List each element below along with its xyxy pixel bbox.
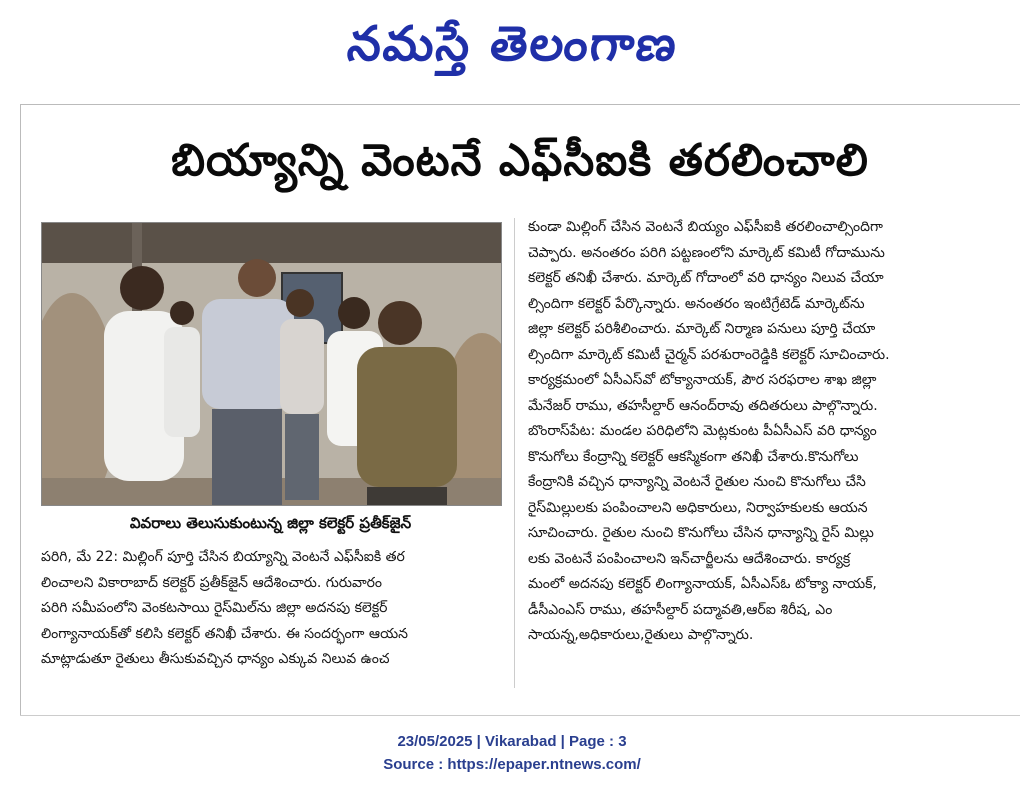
column-divider bbox=[514, 218, 515, 688]
frame-bottom-rule bbox=[20, 715, 1020, 716]
footer bbox=[0, 730, 1024, 776]
footer-date-edition: 23/05/2025 | Vikarabad | Page : 3 bbox=[397, 733, 627, 750]
body-line: కేంద్రానికి వచ్చిన ధాన్యాన్ని వెంటనే రైతుల నుంచి కొనుగోలు చేసి bbox=[528, 474, 866, 490]
article-body-right-column bbox=[528, 215, 990, 649]
body-line: చెప్పారు. అనంతరం పరిగి పట్టణంలోని మార్కెట్ కమిటీ గోదామును bbox=[528, 244, 885, 261]
body-line: మాట్లాడుతూ రైతులు తీసుకువచ్చిన ధాన్యం ఎక్కువ నిలువ ఉంచ bbox=[41, 651, 390, 667]
frame-top-rule bbox=[20, 104, 1020, 105]
article-photo bbox=[41, 222, 502, 506]
body-line: డీసీఎంఎస్ రాము, తహసీల్దార్ పద్మావతి,ఆర్ఐ శిరీష, ఎం bbox=[528, 601, 833, 618]
body-line: రైస్‌మిల్లులకు పంపించాలని అధికారులు, నిర్వాహకులకు ఆయన bbox=[528, 499, 868, 516]
body-line: ల్సిందిగా కలెక్టర్ పేర్కొన్నారు. అనంతరం ఇంటిగ్రేటెడ్ మార్కెట్‌ను bbox=[528, 295, 865, 312]
article-body-left-column bbox=[41, 545, 503, 673]
body-line: సూచించారు. రైతుల నుంచి కొనుగోలు చేసిన ధాన్యాన్ని రైస్ మిల్లు bbox=[528, 525, 874, 541]
body-line: కుండా మిల్లింగ్ చేసిన వెంటనే బియ్యం ఎఫ్‌సీఐకి తరలించాల్సిందిగా bbox=[528, 219, 883, 235]
photo-caption: వివరాలు తెలుసుకుంటున్న జిల్లా కలెక్టర్ ప్రతీక్‌జైన్ bbox=[129, 514, 412, 532]
masthead bbox=[0, 0, 1024, 100]
footer-source: Source : https://epaper.ntnews.com/ bbox=[383, 756, 641, 773]
newspaper-title: నమస్తే తెలంగాణ bbox=[344, 16, 681, 72]
body-line: కార్యక్రమంలో ఏసీఎస్‌వో టోక్యానాయక్, పౌర సరఫరాల శాఖ జిల్లా bbox=[528, 372, 877, 388]
body-line: పరిగి సమీపంలోని వెంకటసాయి రైస్‌మిల్‌ను జిల్లా అదనపు కలెక్టర్ bbox=[41, 600, 388, 616]
article-headline: బియ్యాన్ని వెంటనే ఎఫ్‌సీఐకి తరలించాలి bbox=[171, 134, 869, 186]
body-line: కొనుగోలు కేంద్రాన్ని కలెక్టర్ ఆకస్మికంగా తనిఖీ చేశారు.కొనుగోలు bbox=[528, 448, 859, 465]
body-line: ల్సిందిగా మార్కెట్ కమిటీ చైర్మన్ పరశురాంరెడ్డికి కలెక్టర్ సూచించారు. bbox=[528, 346, 890, 363]
body-line: లకు వెంటనే పంపించాలని ఇన్‌చార్జీలను ఆదేశించారు. కార్యక్ర bbox=[528, 550, 851, 567]
body-line: లింగ్యానాయక్‌తో కలిసి కలెక్టర్ తనిఖీ చేశారు. ఈ సందర్భంగా ఆయన bbox=[41, 625, 408, 642]
body-line: మంలో అదనపు కలెక్టర్ లింగ్యానాయక్, ఏసీఎస్‌ఓ టోక్యా నాయక్, bbox=[528, 576, 877, 592]
body-line: కలెక్టర్ తనిఖీ చేశారు. మార్కెట్ గోదాంలో వరి ధాన్యం నిలువ చేయా bbox=[528, 270, 884, 286]
body-line: మేనేజర్ రాము, తహసీల్దార్ ఆనంద్‌రావు తదితరులు పాల్గొన్నారు. bbox=[528, 397, 878, 414]
body-line: లించాలని వికారాబాద్ కలెక్టర్ ప్రతీక్‌జైన్ ఆదేశించారు. గురువారం bbox=[41, 574, 383, 591]
body-line: బొంరాస్‌పేట: మండల పరిధిలోని మెట్లకుంట పీఏసీఎస్ వరి ధాన్యం bbox=[528, 423, 877, 439]
body-line: జిల్లా కలెక్టర్ పరిశీలించారు. మార్కెట్ నిర్మాణ పనులు పూర్తి చేయా bbox=[528, 321, 876, 337]
body-line: సాయన్న,అధికారులు,రైతులు పాల్గొన్నారు. bbox=[528, 627, 754, 643]
body-line: పరిగి, మే 22: మిల్లింగ్ పూర్తి చేసిన బియ్యాన్ని వెంటనే ఎఫ్‌సీఐకి తర bbox=[41, 549, 405, 565]
photo-illustration bbox=[42, 223, 501, 505]
